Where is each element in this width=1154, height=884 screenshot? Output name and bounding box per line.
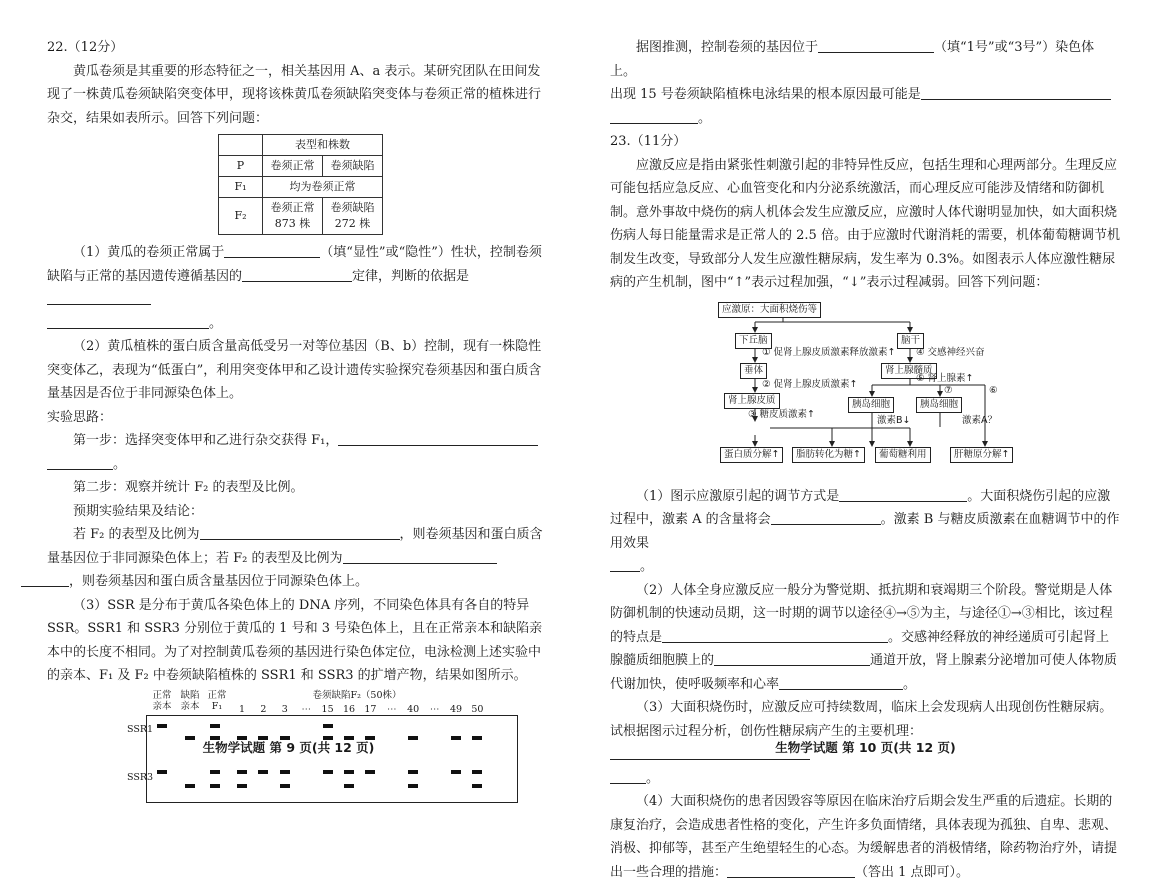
gel-band xyxy=(472,784,482,788)
q22-continued-1: 据图推测，控制卷须的基因位于 （填“1号”或“3号”）染色体上。 xyxy=(610,36,1120,83)
cross-result-table xyxy=(218,134,383,235)
page-10 xyxy=(577,0,1154,880)
answer-blank[interactable] xyxy=(21,571,69,587)
answer-blank[interactable] xyxy=(779,674,903,690)
gel-band xyxy=(323,770,333,774)
answer-blank[interactable] xyxy=(338,430,538,446)
lane-number: 15 xyxy=(321,703,334,715)
gel-band xyxy=(408,784,418,788)
sub-question-1: （1）黄瓜的卷须正常属于 （填“显性”或“隐性”）性状，控制卷须缺陷与正常的基因遗传遵循基因的 定律，判断的依据是 。 xyxy=(47,241,547,335)
gel-band xyxy=(472,770,482,774)
gel-band xyxy=(237,784,247,788)
step5-label: ⑤ 肾上腺素↑ xyxy=(916,372,974,384)
row-p-label: P xyxy=(219,156,263,177)
q23-sub-2: （2）人体全身应激反应一般分为警觉期、抵抗期和衰竭期三个阶段。警觉期是人体防御机制的快速动员期，这一时期的调节以途径④→⑤为主，与途径①→③相比，该过程的特点是 。交感神经释放的神经递质可引起肾上腺髓质细胞膜上的 通道开放，肾上腺素分泌增加可使人体物质代谢加快，使呼吸频率和心率 。 xyxy=(610,582,1118,692)
answer-blank[interactable] xyxy=(727,862,855,878)
p-normal: 卷须正常 xyxy=(263,156,323,177)
gel-band xyxy=(258,770,268,774)
lane-number: 3 xyxy=(281,703,288,715)
q23-header: 23.（11分） xyxy=(610,134,687,149)
f2-normal: 卷须正常 873 株 xyxy=(263,198,323,235)
sub-question-3: （3）SSR 是分布于黄瓜各染色体上的 DNA 序列，不同染色体具有各自的特异 SSR。SSR1 和 SSR3 分别位于黄瓜的 1 号和 3 号染色体上，且在正常亲本和缺陷亲本中的长度不相同。为了对控制黄瓜卷须的基因进行染色体定位，电泳检测上述实验中的亲本、F₁ 及 F₂ 中卷须缺陷植株的 SSR1 和 SSR3 的扩增产物，结果如图所示。 xyxy=(47,597,543,683)
row-f1-label: F₁ xyxy=(219,177,263,198)
lane-number: 50 xyxy=(471,703,484,715)
protein-breakdown-box: 蛋白质分解↑ xyxy=(720,447,783,463)
gel-band xyxy=(408,770,418,774)
f2-defect: 卷须缺陷 272 株 xyxy=(323,198,383,235)
answer-blank[interactable] xyxy=(224,242,320,258)
prediction-results: 若 F₂ 的表型及比例为 ，则卷须基因和蛋白质含量基因位于非同源染色体上；若 F₂ 的表型及比例为 ，则卷须基因和蛋白质含量基因位于同源染色体上。 xyxy=(47,523,547,594)
hormone-b-label: 激素B↓ xyxy=(877,414,911,426)
normal-parent-label: 正常亲本 xyxy=(152,689,172,712)
lane-number: ⋯ xyxy=(301,703,311,715)
gel-band xyxy=(185,784,195,788)
gel-band xyxy=(323,724,333,728)
hypothalamus-box: 下丘脑 xyxy=(735,333,772,349)
answer-blank[interactable] xyxy=(818,37,934,53)
q22-header: 22.（12分） xyxy=(47,40,124,55)
step7-label: ⑦ xyxy=(944,384,953,396)
lane-number: ⋯ xyxy=(387,703,397,715)
answer-blank[interactable] xyxy=(714,650,870,666)
row-f2-label: F₂ xyxy=(219,198,263,235)
step2-label: ② 促肾上腺皮质激素↑ xyxy=(762,378,858,390)
answer-blank[interactable] xyxy=(242,266,352,282)
adrenal-cortex-box: 肾上腺皮质 xyxy=(724,393,780,409)
p-defect: 卷须缺陷 xyxy=(323,156,383,177)
step3-label: ③ 糖皮质激素↑ xyxy=(748,408,815,420)
q23-sub-1: （1）图示应激原引起的调节方式是 。大面积烧伤引起的应激过程中，激素 A 的含量将会 。激素 B 与糖皮质激素在血糖调节中的作用效果 。 xyxy=(610,485,1120,579)
pituitary-box: 垂体 xyxy=(740,363,767,379)
gel-band xyxy=(451,770,461,774)
page-footer: 生物学试题 第 10 页(共 12 页) xyxy=(775,740,956,755)
stress-diabetes-diagram xyxy=(610,299,1120,481)
q23-sub-3: （3）大面积烧伤时，应激反应可持续数周，临床上会发现病人出现创伤性糖尿病。试根据图示过程分析，创伤性糖尿病产生的主要机理： 。 xyxy=(610,700,1113,786)
step1-label: ① 促肾上腺皮质激素释放激素↑ xyxy=(762,346,896,358)
step-1: 第一步：选择突变体甲和乙进行杂交获得 F₁， 。 xyxy=(47,429,547,476)
prediction: 预期实验结果及结论： xyxy=(73,503,204,519)
f1-value: 均为卷须正常 xyxy=(263,177,383,198)
gel-band xyxy=(157,770,167,774)
question-22 xyxy=(47,36,547,808)
gel-band xyxy=(210,724,220,728)
page-9 xyxy=(0,0,577,800)
stress-source-box: 应激原：大面积烧伤等 xyxy=(718,302,821,318)
glycogen-breakdown-box: 肝糖原分解↑ xyxy=(950,447,1013,463)
glucose-use-box: 葡萄糖利用 xyxy=(875,447,931,463)
answer-blank[interactable] xyxy=(47,313,209,329)
gel-band xyxy=(210,770,220,774)
sub-question-2: （2）黄瓜植株的蛋白质含量高低受另一对等位基因（B、b）控制，现有一株隐性突变体乙，表现为“低蛋白”，利用突变体甲和乙设计遗传实验探究卷须基因和蛋白质含量基因是否位于非同源染色体上。 xyxy=(47,339,542,401)
brainstem-box: 脑干 xyxy=(897,333,924,349)
answer-blank[interactable] xyxy=(662,627,888,643)
answer-blank[interactable] xyxy=(771,509,881,525)
islet-cell-box-2: 胰岛细胞 xyxy=(916,397,962,413)
right-column xyxy=(610,36,1120,884)
diagram-arrows xyxy=(610,299,1120,481)
gel-band xyxy=(237,770,247,774)
gel-band xyxy=(157,724,167,728)
lane-number: ⋯ xyxy=(429,703,440,715)
f2-group-label: 卷须缺陷F₂（50株） xyxy=(312,689,402,701)
gel-band xyxy=(344,784,354,788)
answer-blank[interactable] xyxy=(610,556,640,572)
answer-blank[interactable] xyxy=(921,84,1111,100)
lane-number: 49 xyxy=(449,703,463,715)
lane-number: 17 xyxy=(364,703,377,715)
step6-label: ⑥ xyxy=(989,384,998,396)
gel-frame xyxy=(146,715,518,803)
answer-blank[interactable] xyxy=(839,486,967,502)
gel-band xyxy=(365,770,375,774)
q23-intro: 应激反应是指由紧张性刺激引起的非特异性反应，包括生理和心理两部分。生理反应可能包括应急反应、心血管变化和内分泌系统激活，而心理反应可能涉及情绪和防御机制。意外事故中烧伤的病人机体会发生应激反应，应激时人体代谢明显加快，如大面积烧伤病人每日能量需求是正常人的 2.5 倍。由于应激时代谢消耗的需要，机体葡萄糖调节机制发生改变，导致部分人发生应激性糖尿病，发生率为 0.3%。如图表示人体应激性糖尿病的产生机制，图中“↑”表示过程加强，“↓”表示过程减弱。回答下列问题： xyxy=(610,157,1120,290)
gel-band xyxy=(344,770,354,774)
gel-band xyxy=(210,784,220,788)
adrenal-medulla-box: 肾上腺髓质 xyxy=(881,363,937,379)
lane-number: 40 xyxy=(407,703,420,715)
lane-number: 16 xyxy=(342,703,356,715)
ssr1-label: SSR1 xyxy=(127,723,154,735)
defect-parent-label: 缺陷亲本 xyxy=(180,689,200,712)
fat-to-sugar-box: 脂肪转化为糖↑ xyxy=(792,447,865,463)
page-footer: 生物学试题 第 9 页(共 12 页) xyxy=(202,740,375,755)
step4-label: ④ 交感神经兴奋 xyxy=(916,346,985,358)
q22-continued-2: 出现 15 号卷须缺陷植株电泳结果的根本原因最可能是 。 xyxy=(610,83,1120,130)
answer-blank[interactable] xyxy=(47,454,113,470)
answer-blank[interactable] xyxy=(610,768,646,784)
step-2: 第二步：观察并统计 F₂ 的表型及比例。 xyxy=(73,480,304,495)
answer-blank[interactable] xyxy=(47,289,151,305)
normal-f1-label: 正常 F₁ xyxy=(207,689,227,712)
q23-sub-4: （4）大面积烧伤的患者因毁容等原因在临床治疗后期会发生严重的后遗症。长期的康复治疗，会造成患者性格的变化，产生许多负面情绪，具体表现为孤独、自卑、悲观、消极、抑郁等，甚至产生绝望轻生的心态。为缓解患者的消极情绪，除药物治疗外，请提出一些合理的措施： （答出 1 点即可）。 xyxy=(610,794,1118,880)
experiment-idea: 实验思路： xyxy=(47,409,113,425)
hormone-a-label: 激素A？ xyxy=(962,414,997,426)
gel-band xyxy=(280,770,290,774)
table-col-header: 表型和株数 xyxy=(263,135,383,156)
gel-band xyxy=(280,784,290,788)
answer-blank[interactable] xyxy=(343,548,497,564)
lane-number: 1 xyxy=(238,703,246,715)
ssr3-label: SSR3 xyxy=(127,771,154,783)
q22-intro: 黄瓜卷须是其重要的形态特征之一，相关基因用 A、a 表示。某研究团队在田间发现了一株黄瓜卷须缺陷突变体甲，现将该株黄瓜卷须缺陷突变体与卷须正常的植株进行杂交，结果如表所示。回答下列问题： xyxy=(47,63,542,126)
answer-blank[interactable] xyxy=(200,524,400,540)
islet-cell-box-1: 胰岛细胞 xyxy=(848,397,894,413)
answer-blank[interactable] xyxy=(610,108,698,124)
lane-number: 2 xyxy=(260,703,267,715)
